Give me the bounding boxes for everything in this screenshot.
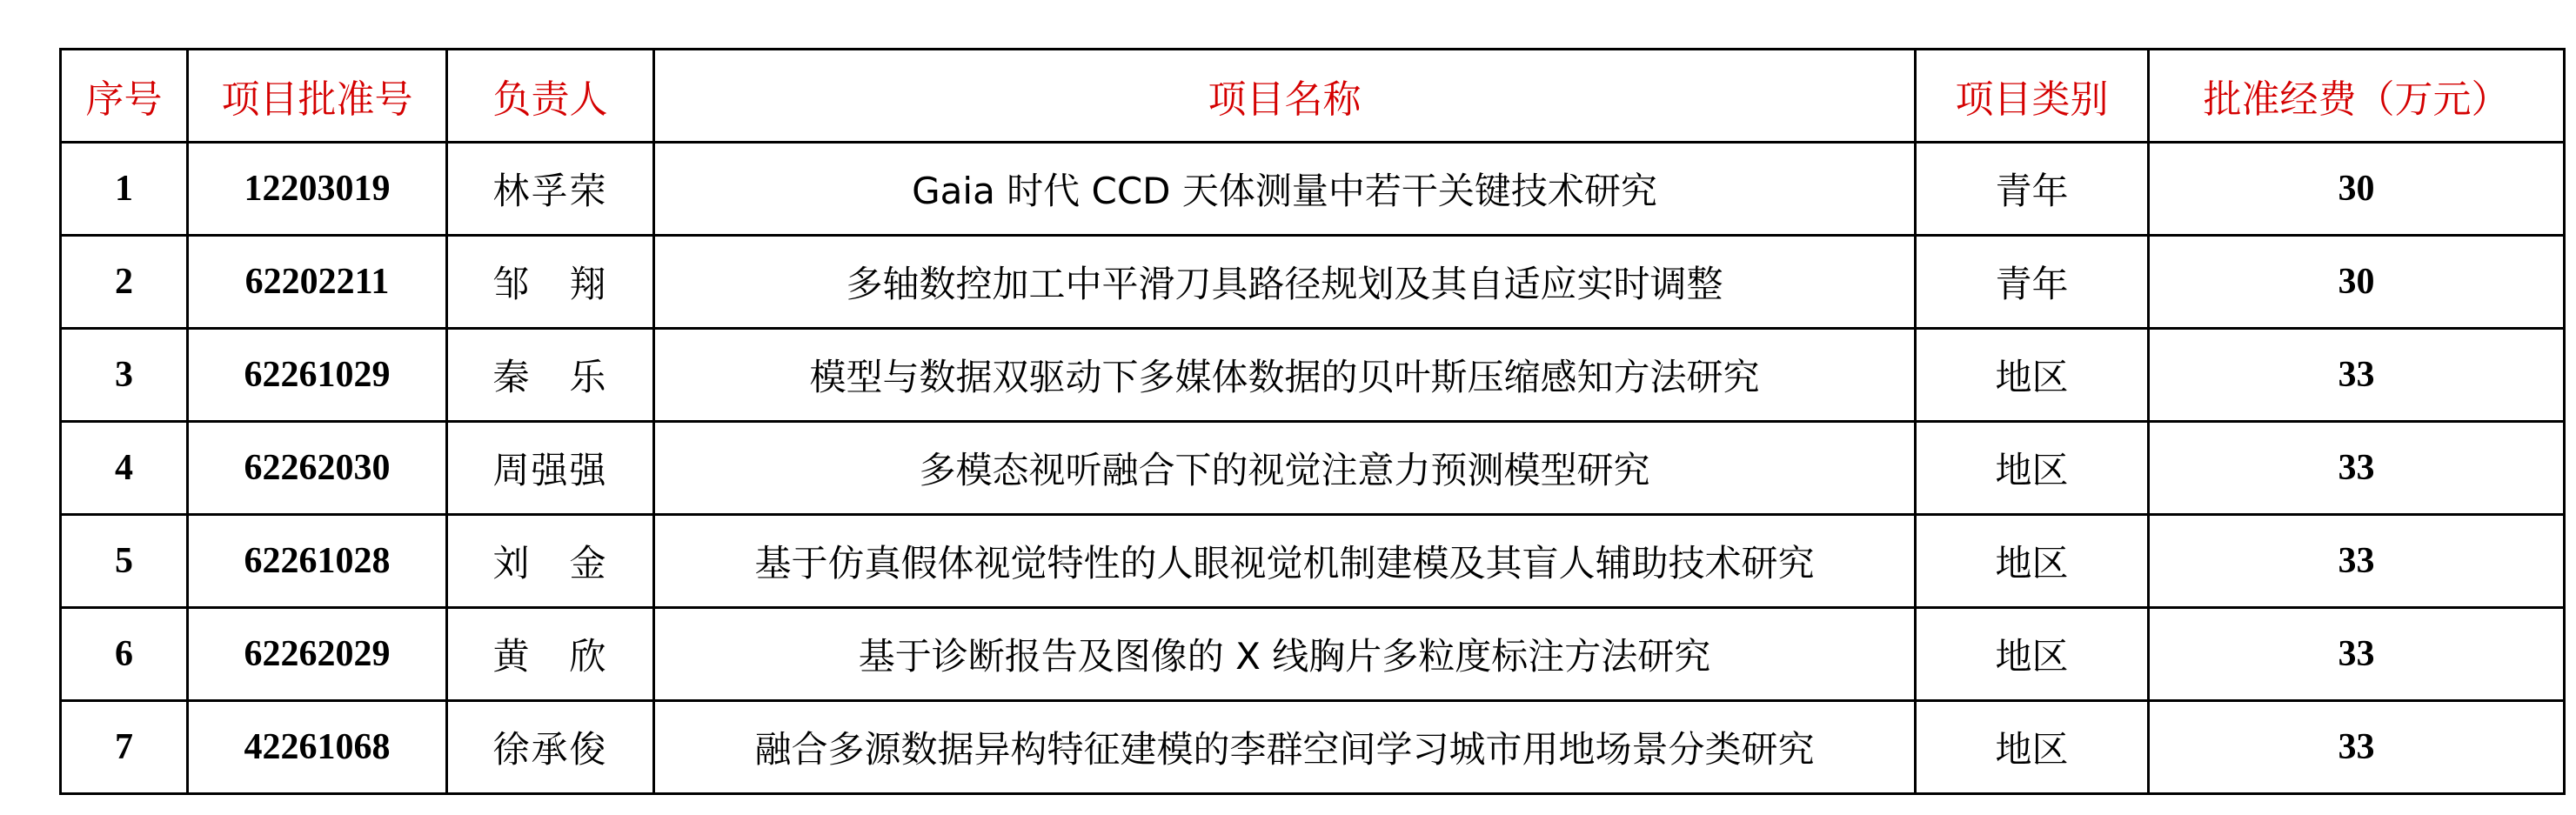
header-seq: 序号 (61, 50, 188, 143)
table-row (61, 143, 2565, 236)
cell-category: 地区 (1916, 422, 2149, 515)
table-row (61, 608, 2565, 701)
cell-approval-no: 12203019 (188, 143, 447, 236)
table-row (61, 701, 2565, 794)
header-category: 项目类别 (1916, 50, 2149, 143)
cell-project-name: 多模态视听融合下的视觉注意力预测模型研究 (654, 422, 1916, 515)
cell-leader: 黄 欣 (447, 608, 654, 701)
cell-funding: 33 (2149, 515, 2565, 608)
cell-category: 地区 (1916, 329, 2149, 422)
header-leader: 负责人 (447, 50, 654, 143)
header-funding: 批准经费（万元） (2149, 50, 2565, 143)
cell-funding: 33 (2149, 608, 2565, 701)
cell-leader: 邹 翔 (447, 236, 654, 329)
table-header (61, 50, 2565, 143)
cell-leader: 刘 金 (447, 515, 654, 608)
cell-leader: 林孚荣 (447, 143, 654, 236)
header-project-name: 项目名称 (654, 50, 1916, 143)
cell-leader: 秦 乐 (447, 329, 654, 422)
cell-funding: 30 (2149, 143, 2565, 236)
cell-category: 青年 (1916, 143, 2149, 236)
cell-seq: 2 (61, 236, 188, 329)
header-row (61, 50, 2565, 143)
cell-project-name: 模型与数据双驱动下多媒体数据的贝叶斯压缩感知方法研究 (654, 329, 1916, 422)
cell-approval-no: 62262030 (188, 422, 447, 515)
cell-project-name: 融合多源数据异构特征建模的李群空间学习城市用地场景分类研究 (654, 701, 1916, 794)
cell-seq: 4 (61, 422, 188, 515)
cell-project-name: 基于诊断报告及图像的 X 线胸片多粒度标注方法研究 (654, 608, 1916, 701)
cell-approval-no: 42261068 (188, 701, 447, 794)
table-row (61, 422, 2565, 515)
cell-approval-no: 62202211 (188, 236, 447, 329)
cell-category: 地区 (1916, 701, 2149, 794)
cell-approval-no: 62261029 (188, 329, 447, 422)
cell-seq: 1 (61, 143, 188, 236)
cell-approval-no: 62261028 (188, 515, 447, 608)
header-approval-no: 项目批准号 (188, 50, 447, 143)
cell-category: 地区 (1916, 515, 2149, 608)
table-row (61, 329, 2565, 422)
cell-project-name: 基于仿真假体视觉特性的人眼视觉机制建模及其盲人辅助技术研究 (654, 515, 1916, 608)
cell-seq: 7 (61, 701, 188, 794)
cell-leader: 徐承俊 (447, 701, 654, 794)
cell-category: 青年 (1916, 236, 2149, 329)
cell-seq: 5 (61, 515, 188, 608)
cell-leader: 周强强 (447, 422, 654, 515)
cell-category: 地区 (1916, 608, 2149, 701)
table-row (61, 515, 2565, 608)
cell-project-name: 多轴数控加工中平滑刀具路径规划及其自适应实时调整 (654, 236, 1916, 329)
project-table (59, 48, 2566, 795)
cell-funding: 33 (2149, 422, 2565, 515)
cell-seq: 3 (61, 329, 188, 422)
cell-funding: 33 (2149, 701, 2565, 794)
table-body (61, 143, 2565, 794)
table-row (61, 236, 2565, 329)
cell-project-name: Gaia 时代 CCD 天体测量中若干关键技术研究 (654, 143, 1916, 236)
cell-funding: 33 (2149, 329, 2565, 422)
cell-seq: 6 (61, 608, 188, 701)
cell-funding: 30 (2149, 236, 2565, 329)
cell-approval-no: 62262029 (188, 608, 447, 701)
